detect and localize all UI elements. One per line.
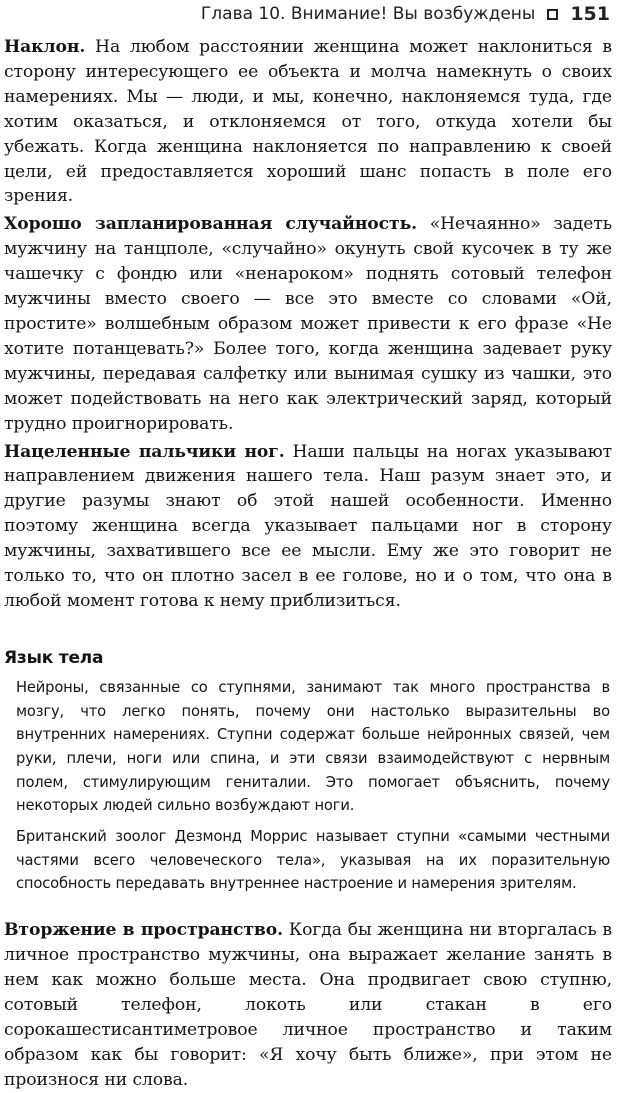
paragraph-planned-accident — [4, 212, 612, 436]
sidebar-paragraph: Нейроны, связанные со ступнями, занимают так много пространства в мозгу, что легко понять, почему они настолько выразительны во внутренних намерениях. Ступни содержат больше нейронных связей, чем руки, плечи, ноги или спина, и эти связи взаимодействуют с нервным полем, стимулирующим гениталии. Это помогает объяснить, почему некоторых людей сильно возбуждают ноги. — [16, 678, 610, 815]
square-bullet-icon — [547, 9, 558, 20]
paragraph-text: Когда бы женщина ни вторгалась в личное пространство мужчины, она выражает желание занять в нем как можно больше места. Она продвигает свою ступню, сотовый телефон, локоть или стакан в его сорокашестисантиметровое личное пространство и таким образом как бы говорит: «Я хочу быть ближе», при этом не произнося ни слова. — [4, 920, 613, 1090]
page-number: 151 — [570, 3, 610, 25]
paragraph-lead: Нацеленные пальчики ног. — [4, 441, 285, 462]
paragraph-space-invasion — [4, 918, 612, 1092]
paragraph-lead: Наклон. — [4, 37, 86, 57]
chapter-title: Глава 10. Внимание! Вы возбуждены — [200, 4, 536, 24]
paragraph-toes — [4, 440, 612, 614]
paragraph-lead: Хорошо запланированная случайность. — [4, 214, 418, 235]
sidebar-body — [4, 676, 612, 896]
body-language-sidebar — [4, 648, 612, 896]
paragraph-lean — [4, 35, 612, 209]
paragraph-lead: Вторжение в пространство. — [4, 920, 284, 941]
sidebar-paragraph: Британский зоолог Дезмонд Моррис называет ступни «самыми честными частями всего человеческого тела», указывая на их поразительную способность передавать внутреннее настроение и намерения зрителям. — [16, 828, 610, 893]
paragraph-text: Наши пальцы на ногах указывают направлением движения нашего тела. Наш разум знает это, и другие разумы знают об этой нашей особенности. Именно поэтому женщина всегда указывает пальцами ног в сторону мужчины, захватившего все ее мысли. Ему же это говорит не только то, что он плотно засел в ее голове, но и о том, что она в любой момент готова к нему приблизиться. — [4, 441, 612, 611]
running-header — [4, 0, 612, 26]
sidebar-title: Язык тела — [4, 647, 104, 668]
paragraph-text: «Нечаянно» задеть мужчину на танцполе, «случайно» окунуть свой кусочек в ту же чашечку с фондю или «ненароком» поднять сотовый телефон мужчины вместо своего — все это вместе со словами «Ой, простите» волшебным образом может привести к его фразе «Не хотите потанцевать?» Более того, когда женщина задевает руку мужчины, передавая салфетку или вынимая сушку из чашки, это может подействовать на него как электрический заряд, который трудно проигнорировать. — [4, 214, 612, 434]
paragraph-text: На любом расстоянии женщина может наклониться в сторону интересующего ее объекта и молча намекнуть о своих намерениях. Мы — люди, и мы, конечно, наклоняемся туда, где хотим оказаться, и отклоняемся от того, откуда хотели бы убежать. Когда женщина наклоняется по направлению к своей цели, ей предоставляется хороший шанс попасть в поле его зрения. — [4, 37, 612, 207]
